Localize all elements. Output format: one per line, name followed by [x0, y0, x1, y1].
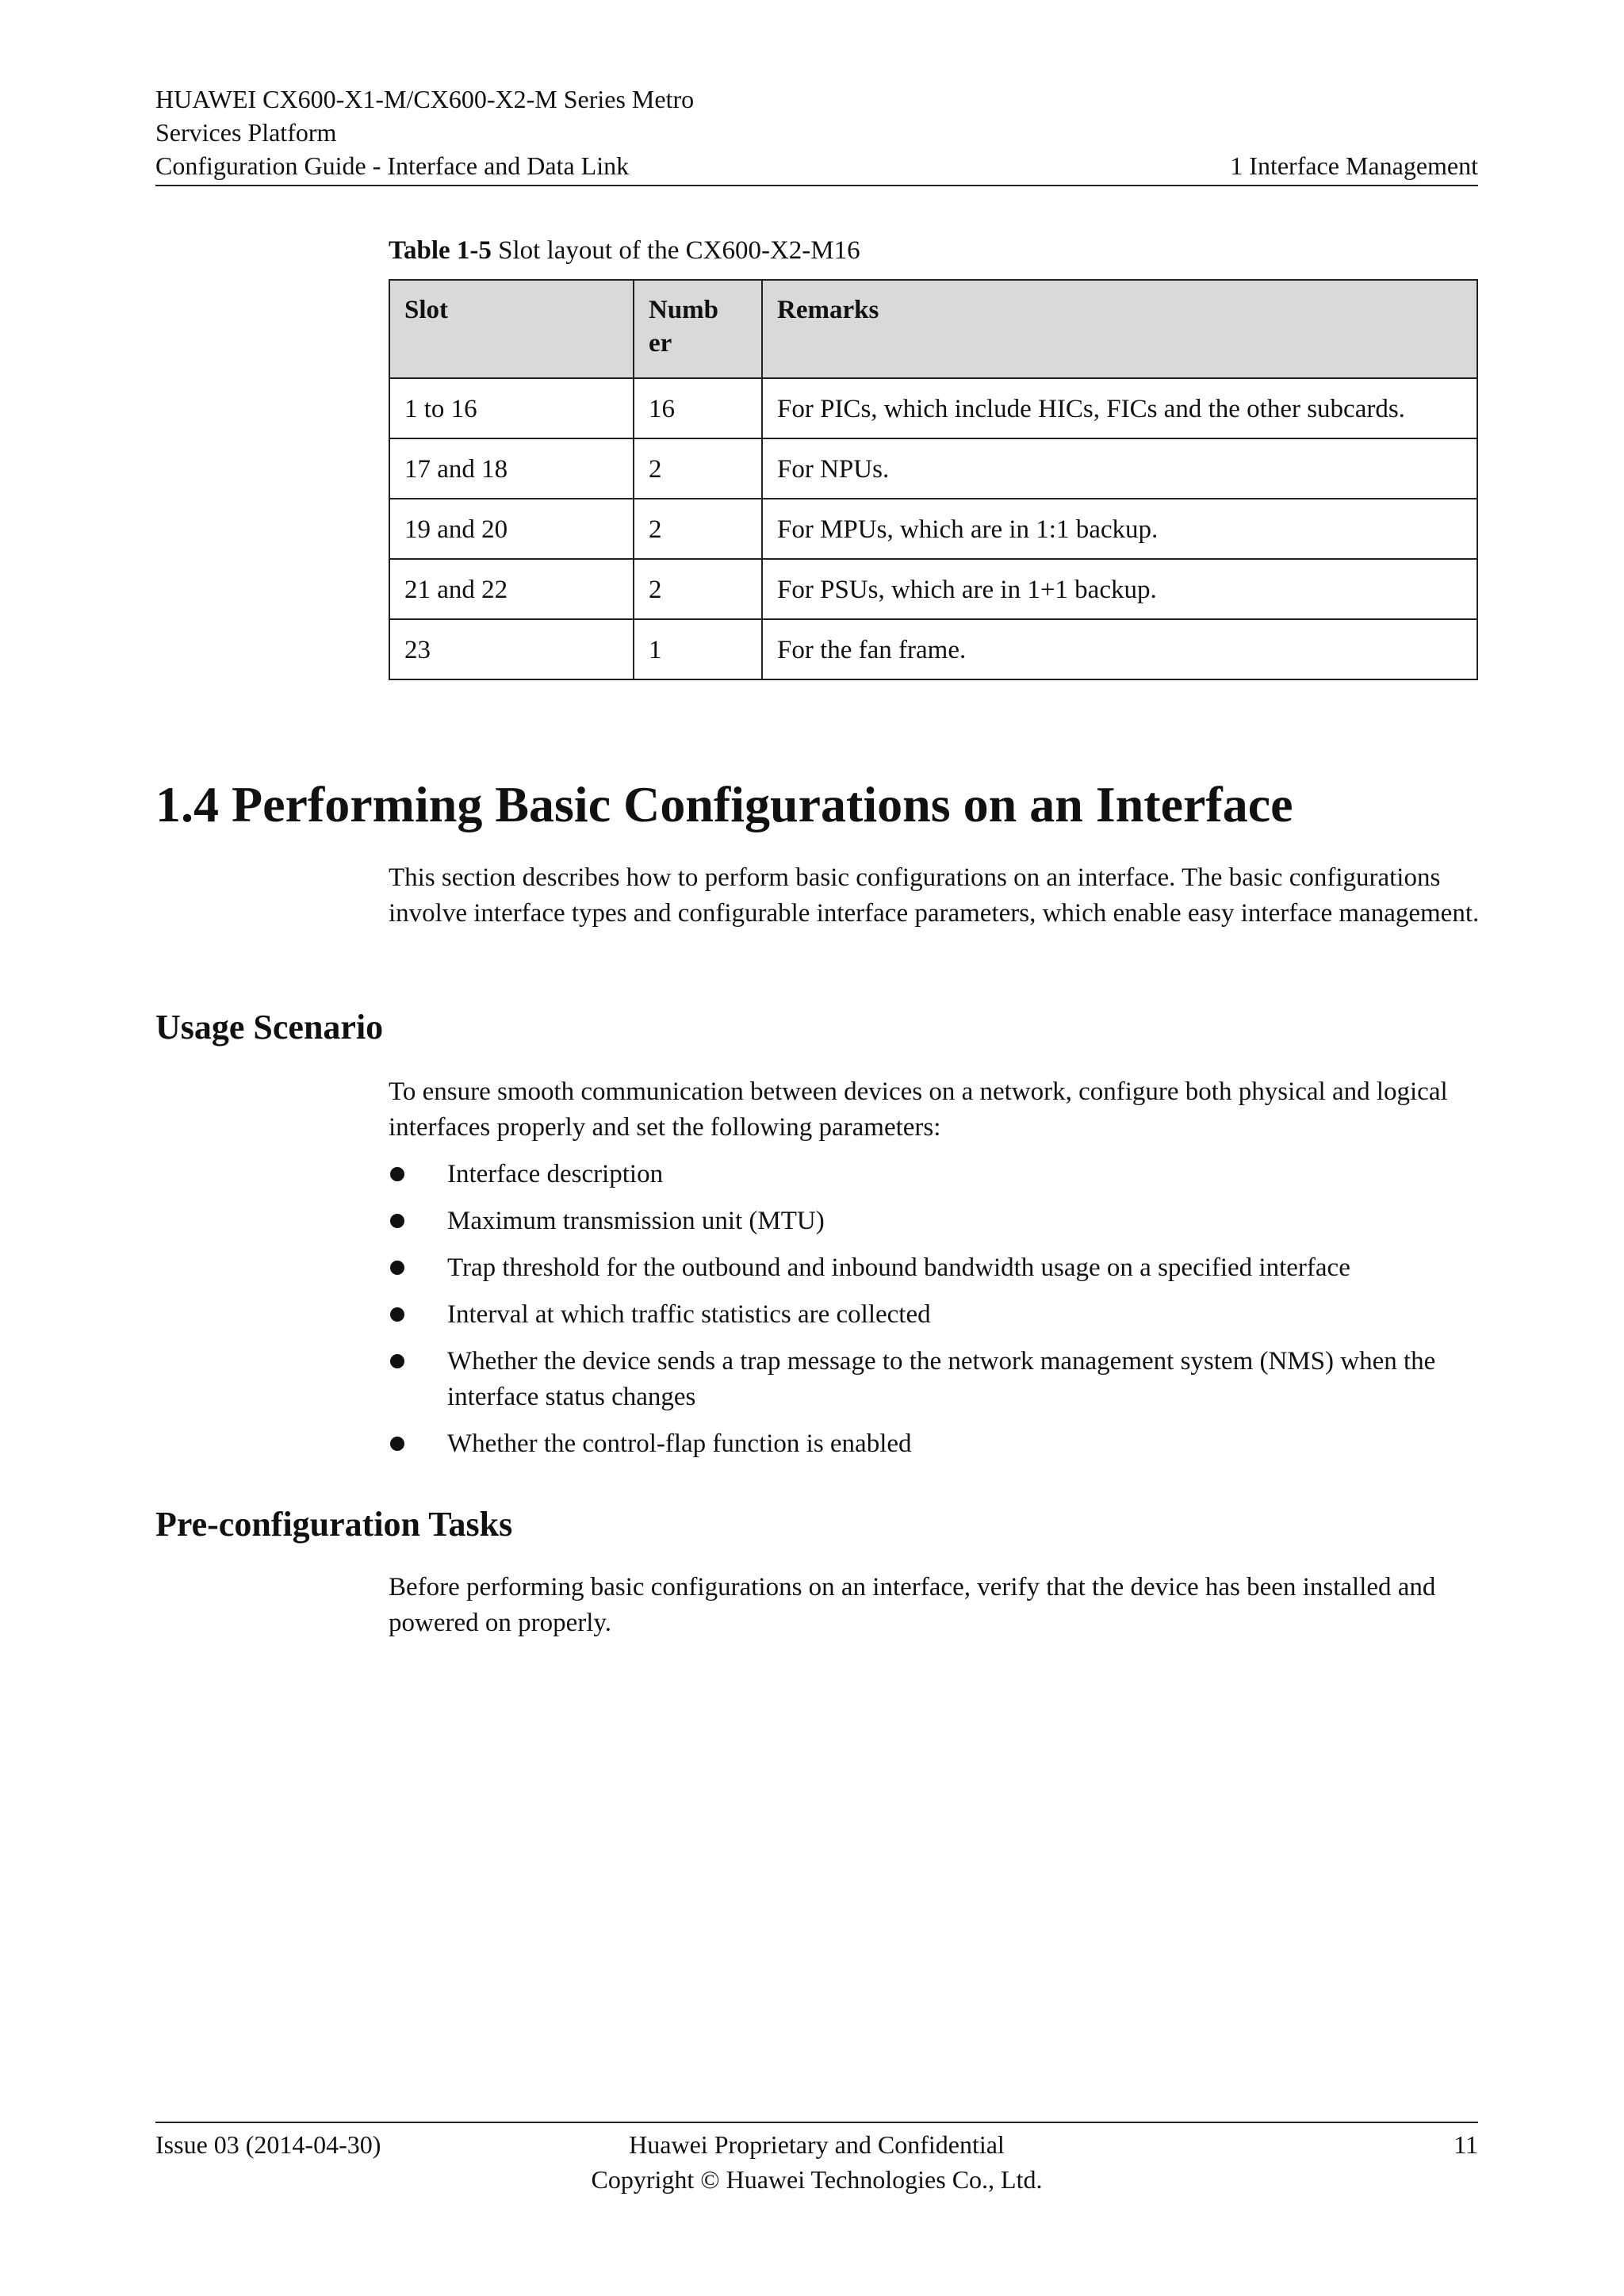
list-item — [389, 1426, 1483, 1462]
preconfiguration-heading: Pre-configuration Tasks — [155, 1505, 513, 1544]
table-row — [389, 378, 1477, 438]
footer-copyright: Copyright © Huawei Technologies Co., Ltd. — [591, 2165, 1043, 2194]
list-item — [389, 1203, 1483, 1239]
header-cell-slot: Slot — [389, 280, 634, 378]
table-row — [389, 499, 1477, 559]
table-caption — [389, 234, 860, 267]
cell-slot: 19 and 20 — [389, 499, 634, 559]
table-row — [389, 559, 1477, 619]
header-divider — [155, 185, 1478, 186]
cell-number: 1 — [634, 619, 762, 679]
bullet-dot-icon — [390, 1307, 404, 1322]
section-intro — [389, 860, 1483, 932]
usage-scenario-heading: Usage Scenario — [155, 1008, 384, 1047]
header-cell-number — [634, 280, 762, 378]
header-cell-remarks: Remarks — [762, 280, 1477, 378]
table-caption-label: Table 1-5 — [389, 236, 492, 265]
table-row — [389, 438, 1477, 499]
slot-layout-table — [389, 279, 1478, 680]
footer-divider — [155, 2122, 1478, 2123]
cell-slot: 21 and 22 — [389, 559, 634, 619]
preconfiguration-text-block — [389, 1570, 1483, 1641]
cell-slot: 1 to 16 — [389, 378, 634, 438]
cell-remarks: For the fan frame. — [762, 619, 1477, 679]
list-item — [389, 1250, 1483, 1286]
section-intro-text: This section describes how to perform basic configurations on an interface. The basic configurations involve interface types and configurable interface parameters, which enable easy interface management. — [389, 863, 1480, 928]
header-guide-title: Configuration Guide - Interface and Data Link — [155, 151, 630, 180]
page-header — [155, 82, 1478, 182]
cell-number: 2 — [634, 559, 762, 619]
section-title: 1.4 Performing Basic Configurations on an Interface — [155, 776, 1293, 832]
table-row — [389, 619, 1477, 679]
usage-scenario-intro — [389, 1074, 1483, 1146]
header-chapter-title: 1 Interface Management — [1230, 151, 1478, 180]
footer-issue: Issue 03 (2014-04-30) — [155, 2130, 381, 2159]
list-item-text: Interval at which traffic statistics are collected — [447, 1300, 931, 1329]
footer-confidential: Huawei Proprietary and Confidential — [629, 2130, 1005, 2159]
table-caption-text: Slot layout of the CX600-X2-M16 — [491, 236, 860, 265]
footer-page-number: 11 — [1454, 2130, 1478, 2159]
cell-number: 16 — [634, 378, 762, 438]
list-item-text: Maximum transmission unit (MTU) — [447, 1207, 825, 1235]
parameter-list — [389, 1157, 1483, 1473]
list-item-text: Interface description — [447, 1160, 664, 1188]
cell-slot: 23 — [389, 619, 634, 679]
bullet-dot-icon — [390, 1214, 404, 1228]
cell-number: 2 — [634, 438, 762, 499]
cell-remarks: For PSUs, which are in 1+1 backup. — [762, 559, 1477, 619]
header-number-line2: er — [649, 329, 672, 358]
cell-remarks: For MPUs, which are in 1:1 backup. — [762, 499, 1477, 559]
bullet-dot-icon — [390, 1354, 404, 1368]
bullet-dot-icon — [390, 1437, 404, 1451]
header-row — [155, 149, 1478, 182]
list-item — [389, 1157, 1483, 1192]
header-product-line1: HUAWEI CX600-X1-M/CX600-X2-M Series Metro — [155, 85, 695, 113]
cell-number: 2 — [634, 499, 762, 559]
list-item-text: Whether the control-flap function is enabled — [447, 1429, 912, 1458]
list-item — [389, 1344, 1483, 1415]
header-product-line2: Services Platform — [155, 118, 337, 147]
usage-intro-text: To ensure smooth communication between devices on a network, configure both physical and logical interfaces properly and set the following parameters: — [389, 1077, 1448, 1142]
list-item — [389, 1297, 1483, 1333]
table-header-row — [389, 280, 1477, 378]
cell-remarks: For PICs, which include HICs, FICs and the other subcards. — [762, 378, 1477, 438]
list-item-text: Trap threshold for the outbound and inbound bandwidth usage on a specified interface — [447, 1253, 1350, 1282]
cell-slot: 17 and 18 — [389, 438, 634, 499]
bullet-dot-icon — [390, 1261, 404, 1275]
footer-center — [155, 2127, 1478, 2197]
cell-remarks: For NPUs. — [762, 438, 1477, 499]
list-item-text: Whether the device sends a trap message to the network management system (NMS) when the interface status changes — [447, 1347, 1436, 1411]
bullet-dot-icon — [390, 1167, 404, 1181]
preconfiguration-text: Before performing basic configurations on an interface, verify that the device has been installed and powered on properly. — [389, 1573, 1436, 1637]
header-number-line1: Numb — [649, 296, 719, 324]
